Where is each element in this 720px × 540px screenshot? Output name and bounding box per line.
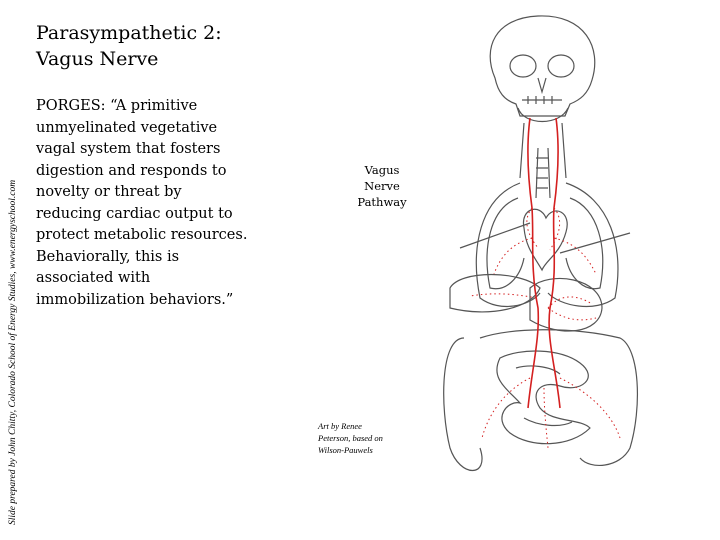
vagus-nerve: [528, 118, 560, 408]
right-eye-socket: [548, 55, 574, 77]
liver: [450, 275, 540, 312]
art-credit: [318, 420, 418, 456]
vagus-nerve-anatomy-illustration: [420, 8, 712, 508]
title-line-1: Parasympathetic 2:: [36, 22, 222, 44]
nasal-cavity: [538, 78, 546, 92]
trachea: [536, 148, 550, 198]
branch-lungs: [494, 238, 596, 274]
upper-teeth: [522, 96, 562, 104]
art-credit-line-3: Wilson-Pauwels: [318, 445, 373, 455]
heart: [523, 209, 567, 270]
right-lung: [566, 198, 603, 289]
neck-outline: [520, 123, 566, 178]
label-line-2: Nerve: [364, 179, 400, 193]
label-line-1: Vagus: [364, 163, 400, 177]
vagus-nerve-right-trunk: [549, 118, 560, 408]
jaw: [518, 108, 568, 122]
art-credit-line-1: Art by Renee: [318, 421, 362, 431]
porges-quote: PORGES: “A primitive unmyelinated vegetative vagal system that fosters digestion and responds to novelty or threat by reducing cardiac output to protect metabolic resources. Behaviorally, this is associated with immobilization behaviors.”: [36, 98, 248, 308]
label-line-3: Pathway: [357, 195, 407, 209]
title-line-2: Vagus Nerve: [36, 48, 159, 70]
anatomy-outline: [444, 16, 638, 471]
skull-outline: [490, 16, 595, 116]
clavicle-left: [460, 223, 530, 248]
slide-credit-vertical: Slide prepared by John Chitty, Colorado School of Energy Studies, www.energyschool.com: [8, 179, 18, 525]
branch-stomach: [548, 297, 596, 320]
left-eye-socket: [510, 55, 536, 77]
clavicle-right: [560, 233, 630, 253]
art-credit-line-2: Peterson, based on: [318, 433, 383, 443]
small-intestine-fold: [516, 366, 572, 425]
small-intestine: [497, 351, 590, 444]
rib-cage: [476, 183, 618, 306]
stomach: [530, 278, 602, 331]
vagus-nerve-left-trunk: [528, 118, 538, 408]
vagus-nerve-pathway-label: [350, 162, 414, 210]
slide-title: [36, 20, 222, 72]
